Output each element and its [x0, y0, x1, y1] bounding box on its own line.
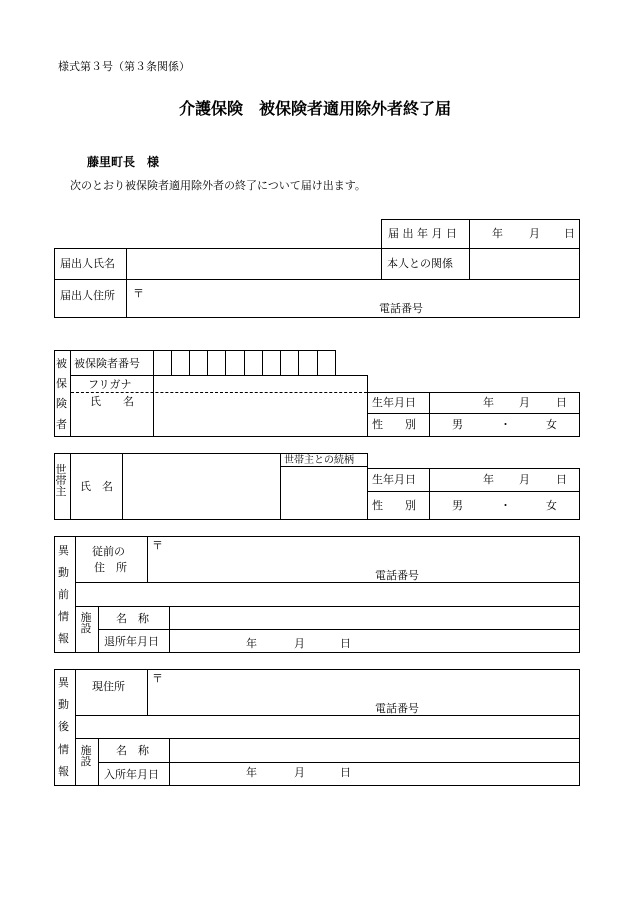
after-side-5: 報: [58, 765, 69, 778]
insured-side-2: 保: [56, 377, 67, 390]
after-side-1: 異: [58, 676, 69, 689]
insured-female: 女: [546, 418, 557, 431]
householder-sex-dot: ・: [500, 499, 511, 512]
householder-name-label: 氏 名: [80, 480, 113, 493]
before-side-1: 異: [58, 544, 69, 557]
after-phone-label: 電話番号: [375, 702, 419, 715]
before-date-year: 年: [246, 637, 257, 650]
after-date-month: 月: [294, 766, 305, 779]
before-side-2: 動: [58, 566, 69, 579]
before-date-label: 退所年月日: [104, 635, 159, 648]
after-date-label: 入所年月日: [104, 768, 159, 781]
before-facility-name-label: 名 称: [116, 612, 149, 625]
after-facility-name-label: 名 称: [116, 744, 149, 757]
addressee: 藤里町長 様: [87, 155, 160, 169]
insured-side-4: 者: [56, 418, 67, 431]
postal-mark: 〒: [133, 287, 144, 300]
after-facility-label: 施設: [80, 744, 92, 768]
phone-label: 電話番号: [379, 302, 423, 315]
before-postal-mark: 〒: [152, 539, 163, 552]
intro-text: 次のとおり被保険者適用除外者の終了について届け出ます。: [70, 179, 366, 192]
submitter-name-label: 届出人氏名: [60, 257, 115, 270]
insured-birth-month: 月: [519, 396, 530, 409]
insured-name-label: 氏 名: [90, 395, 134, 408]
before-side-5: 報: [58, 632, 69, 645]
insured-sex-label: 性 別: [372, 418, 416, 431]
insured-birth-day: 日: [556, 396, 567, 409]
submit-date-year: 年: [492, 227, 503, 240]
before-facility-label: 施設: [80, 611, 92, 635]
page-title: 介護保険 被保険者適用除外者終了届: [178, 99, 451, 118]
before-address-label-1: 従前の: [92, 545, 125, 558]
before-side-3: 前: [58, 588, 69, 601]
form-number: 様式第３号（第３条関係）: [58, 60, 190, 73]
after-side-3: 後: [58, 720, 69, 733]
relation-label: 本人との関係: [387, 257, 453, 270]
after-side-2: 動: [58, 698, 69, 711]
householder-relation-label: 世帯主との続柄: [284, 455, 354, 466]
insured-birth-year: 年: [483, 396, 494, 409]
insured-birth-label: 生年月日: [372, 396, 416, 409]
insured-side-3: 険: [56, 397, 67, 410]
after-date-year: 年: [246, 766, 257, 779]
submit-date-label: 届 出 年 月 日: [388, 227, 457, 240]
before-date-day: 日: [340, 637, 351, 650]
householder-birth-day: 日: [556, 473, 567, 486]
after-address-label: 現住所: [92, 680, 125, 693]
householder-birth-year: 年: [483, 473, 494, 486]
householder-birth-month: 月: [519, 473, 530, 486]
before-date-month: 月: [294, 637, 305, 650]
householder-male: 男: [452, 499, 463, 512]
furigana-label: フリガナ: [88, 378, 132, 391]
submitter-address-label: 届出人住所: [60, 289, 115, 302]
after-date-day: 日: [340, 766, 351, 779]
after-postal-mark: 〒: [152, 672, 163, 685]
insured-side-1: 被: [56, 357, 67, 370]
before-address-label-2: 住 所: [94, 561, 127, 574]
insured-sex-dot: ・: [500, 418, 511, 431]
householder-female: 女: [546, 499, 557, 512]
householder-sex-label: 性 別: [372, 499, 416, 512]
before-phone-label: 電話番号: [375, 569, 419, 582]
after-side-4: 情: [58, 743, 69, 756]
before-side-4: 情: [58, 610, 69, 623]
insured-male: 男: [452, 418, 463, 431]
submit-date-month: 月: [529, 227, 540, 240]
submit-date-day: 日: [564, 227, 575, 240]
householder-birth-label: 生年月日: [372, 473, 416, 486]
insured-number-label: 被保険者番号: [74, 357, 140, 370]
householder-side-label: 世帯主: [55, 463, 67, 498]
